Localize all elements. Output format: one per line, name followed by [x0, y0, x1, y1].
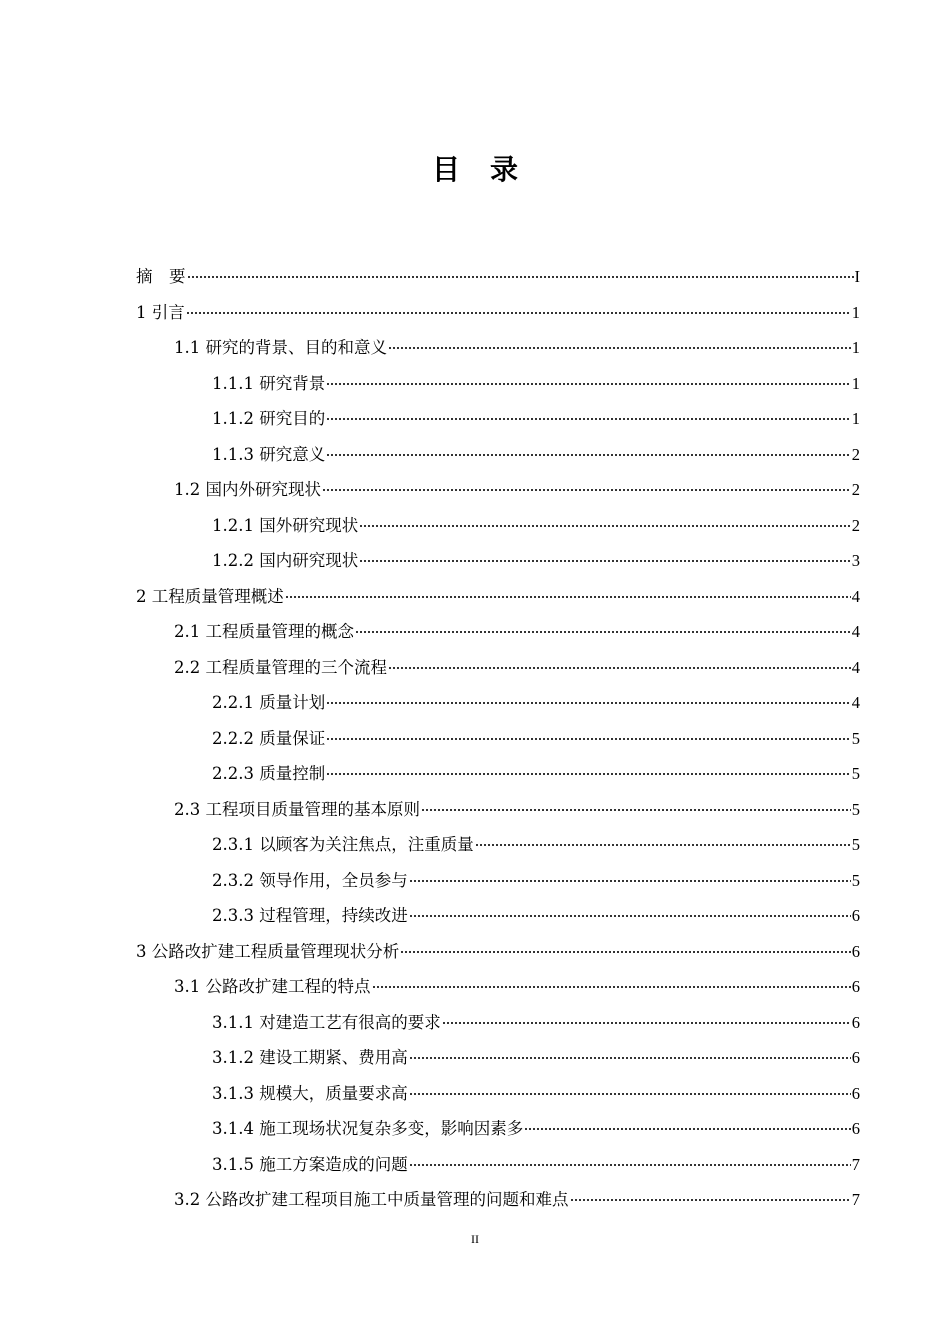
- toc-dot-leader: [524, 1128, 851, 1130]
- toc-entry[interactable]: [136, 579, 860, 615]
- toc-entry[interactable]: [136, 330, 860, 366]
- toc-entry-label: 2.2.3 质量控制: [212, 764, 326, 783]
- toc-dot-leader: [326, 773, 851, 775]
- toc-entry[interactable]: [136, 721, 860, 757]
- toc-entry[interactable]: [136, 969, 860, 1005]
- toc-entry-label: 2.2.1 质量计划: [212, 693, 326, 712]
- toc-entry[interactable]: [136, 685, 860, 721]
- toc-entry-label: 3.1.2 建设工期紧、费用高: [212, 1048, 408, 1067]
- toc-entry-page: 7: [851, 1154, 860, 1174]
- toc-dot-leader: [570, 1199, 851, 1201]
- toc-dot-leader: [400, 951, 851, 953]
- toc-entry-label: 3.1.4 施工现场状况复杂多变，影响因素多: [212, 1119, 524, 1138]
- toc-entry-page: 2: [851, 515, 860, 535]
- toc-entry-label: 3.1.5 施工方案造成的问题: [212, 1154, 408, 1174]
- page-title-part2: 录: [490, 153, 519, 186]
- toc-dot-leader: [409, 1164, 851, 1166]
- toc-dot-leader: [359, 525, 851, 527]
- toc-dot-leader: [187, 276, 854, 278]
- toc-entry-label: 1.2.1 国外研究现状: [212, 515, 359, 535]
- toc-entry[interactable]: [136, 543, 860, 579]
- toc-dot-leader: [388, 347, 851, 349]
- table-of-contents: [136, 259, 860, 1218]
- toc-entry[interactable]: [136, 1005, 860, 1041]
- toc-entry-page: 5: [851, 764, 860, 783]
- toc-dot-leader: [359, 560, 851, 562]
- toc-entry[interactable]: [136, 401, 860, 437]
- toc-entry[interactable]: [136, 1111, 860, 1147]
- toc-entry[interactable]: [136, 863, 860, 899]
- toc-entry-page: 6: [851, 977, 860, 996]
- toc-entry-page: 6: [851, 1012, 860, 1032]
- toc-entry[interactable]: [136, 366, 860, 402]
- toc-entry-page: 2: [851, 444, 860, 464]
- toc-dot-leader: [409, 880, 851, 882]
- toc-dot-leader: [409, 915, 851, 917]
- toc-entry[interactable]: [136, 472, 860, 508]
- toc-entry-page: 6: [851, 1119, 860, 1138]
- toc-entry-label: 3.1.3 规模大，质量要求高: [212, 1083, 408, 1103]
- toc-entry[interactable]: [136, 259, 860, 295]
- toc-entry-label: 2.1 工程质量管理的概念: [174, 622, 354, 641]
- toc-entry-page: 5: [851, 728, 860, 748]
- toc-dot-leader: [186, 312, 851, 314]
- page-number: II: [471, 1232, 479, 1246]
- toc-entry-page: 6: [851, 1048, 860, 1067]
- toc-entry-label: 2.2.2 质量保证: [212, 728, 326, 748]
- toc-entry-page: 1: [851, 302, 860, 322]
- toc-entry[interactable]: [136, 1147, 860, 1183]
- toc-entry-label: 3.2 公路改扩建工程项目施工中质量管理的问题和难点: [174, 1190, 569, 1209]
- toc-entry[interactable]: [136, 650, 860, 686]
- toc-entry[interactable]: [136, 1076, 860, 1112]
- toc-entry[interactable]: [136, 898, 860, 934]
- toc-entry-page: 1: [851, 338, 860, 357]
- toc-entry-label: 1.1.2 研究目的: [212, 409, 326, 428]
- toc-entry-page: 6: [851, 941, 860, 961]
- toc-entry-page: I: [854, 267, 860, 286]
- toc-entry-label: 1.2.2 国内研究现状: [212, 551, 359, 570]
- toc-entry[interactable]: [136, 827, 860, 863]
- toc-entry-page: 4: [851, 657, 860, 677]
- toc-dot-leader: [326, 454, 851, 456]
- toc-entry-page: 4: [851, 622, 860, 641]
- toc-entry[interactable]: [136, 508, 860, 544]
- toc-entry[interactable]: [136, 437, 860, 473]
- toc-entry-page: 4: [851, 586, 860, 606]
- toc-dot-leader: [372, 986, 851, 988]
- toc-dot-leader: [326, 383, 851, 385]
- toc-entry-page: 5: [851, 799, 860, 819]
- toc-entry-label: 2.3.1 以顾客为关注焦点，注重质量: [212, 835, 474, 854]
- toc-dot-leader: [326, 418, 851, 420]
- toc-dot-leader: [322, 489, 851, 491]
- toc-entry-label: 3.1 公路改扩建工程的特点: [174, 977, 371, 996]
- toc-entry-label: 1 引言: [136, 302, 185, 322]
- toc-entry-label: 2.3.2 领导作用，全员参与: [212, 870, 408, 890]
- toc-dot-leader: [442, 1022, 851, 1024]
- toc-dot-leader: [355, 631, 851, 633]
- toc-entry-page: 2: [851, 480, 860, 499]
- toc-entry-page: 3: [851, 551, 860, 570]
- page-title: [0, 148, 950, 188]
- toc-entry-page: 4: [851, 693, 860, 712]
- toc-entry[interactable]: [136, 756, 860, 792]
- toc-entry-label: 2.3 工程项目质量管理的基本原则: [174, 799, 420, 819]
- toc-entry-page: 7: [851, 1190, 860, 1209]
- toc-dot-leader: [475, 844, 851, 846]
- toc-entry-label: 摘 要: [136, 267, 186, 286]
- toc-entry-page: 1: [851, 409, 860, 428]
- toc-entry[interactable]: [136, 934, 860, 970]
- toc-entry-page: 6: [851, 1083, 860, 1103]
- toc-entry-label: 1.2 国内外研究现状: [174, 480, 321, 499]
- toc-entry-label: 1.1.1 研究背景: [212, 373, 326, 393]
- toc-entry-label: 2 工程质量管理概述: [136, 586, 284, 606]
- toc-dot-leader: [285, 596, 851, 598]
- toc-entry-label: 3 公路改扩建工程质量管理现状分析: [136, 941, 400, 961]
- toc-dot-leader: [409, 1057, 851, 1059]
- toc-entry-page: 6: [851, 906, 860, 925]
- toc-entry-label: 1.1.3 研究意义: [212, 444, 326, 464]
- toc-dot-leader: [326, 738, 851, 740]
- toc-dot-leader: [409, 1093, 851, 1095]
- toc-dot-leader: [326, 702, 851, 704]
- toc-entry-label: 1.1 研究的背景、目的和意义: [174, 338, 387, 357]
- toc-entry-page: 1: [851, 373, 860, 393]
- toc-entry[interactable]: [136, 1182, 860, 1218]
- toc-dot-leader: [421, 809, 851, 811]
- toc-entry-label: 2.2 工程质量管理的三个流程: [174, 657, 387, 677]
- toc-entry[interactable]: [136, 1040, 860, 1076]
- toc-dot-leader: [388, 667, 851, 669]
- page-title-part1: 目: [431, 153, 460, 186]
- toc-entry-page: 5: [851, 870, 860, 890]
- toc-entry[interactable]: [136, 295, 860, 331]
- toc-entry-page: 5: [851, 835, 860, 854]
- toc-entry-label: 2.3.3 过程管理，持续改进: [212, 906, 408, 925]
- toc-entry[interactable]: [136, 614, 860, 650]
- toc-entry[interactable]: [136, 792, 860, 828]
- toc-entry-label: 3.1.1 对建造工艺有很高的要求: [212, 1012, 441, 1032]
